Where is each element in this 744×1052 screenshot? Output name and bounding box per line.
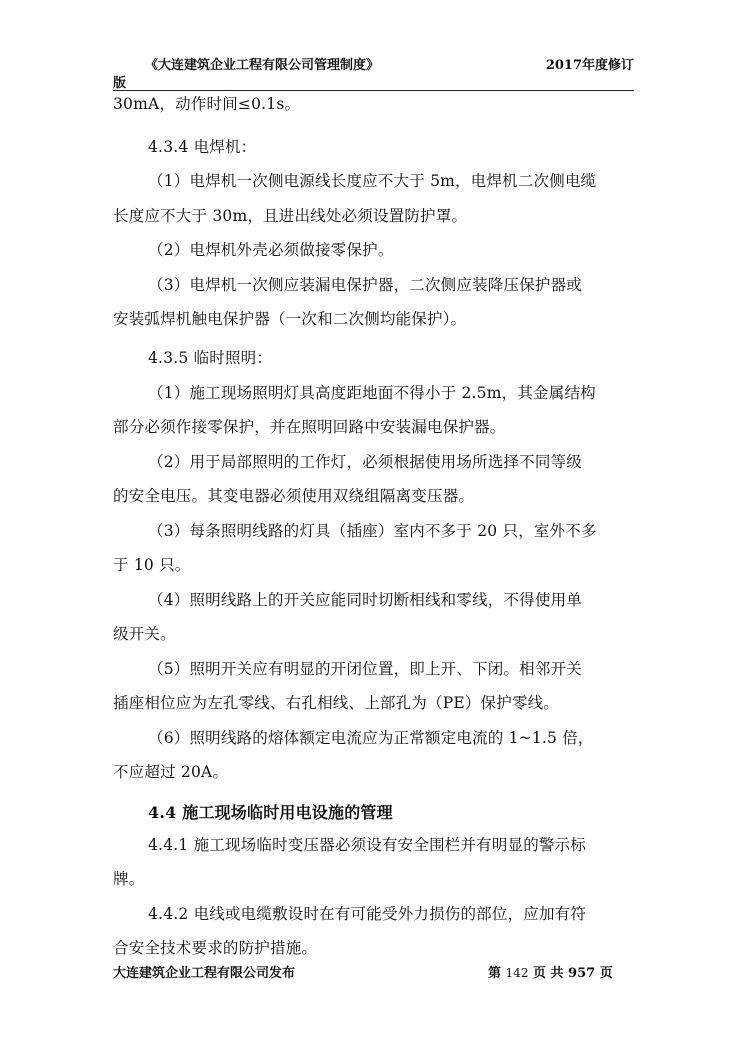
page-header — [113, 54, 634, 91]
page-prefix: 第 — [488, 966, 502, 981]
body-line: 级开关。 — [113, 625, 176, 643]
body-line: 30mA，动作时间≤0.1s。 — [113, 95, 301, 113]
body-line: 4.4.1 施工现场临时变压器必须设有安全围栏并有明显的警示标 — [148, 836, 587, 854]
body-line: （1）施工现场照明灯具高度距地面不得小于 2.5m，其金属结构 — [148, 384, 596, 402]
page-suffix: 页 — [599, 966, 613, 981]
body-line: 4.4.2 电线或电缆敷设时在有可能受外力损伤的部位，应加有符 — [148, 905, 587, 923]
body-line: （2）电焊机外壳必须做接零保护。 — [148, 241, 394, 259]
section-title: 4.4 施工现场临时用电设施的管理 — [148, 803, 393, 822]
body-line: 安装弧焊机触电保护器（一次和二次侧均能保护）。 — [113, 310, 467, 328]
page-current: 142 — [505, 966, 529, 980]
footer-publisher: 大连建筑企业工程有限公司发布 — [113, 966, 296, 981]
header-tail: 版 — [113, 76, 127, 91]
body-line: 不应超过 20A。 — [113, 763, 229, 781]
body-line: 牌。 — [113, 870, 145, 888]
header-year: 2017年度修订 — [545, 58, 634, 73]
body-line: 长度应不大于 30m，且进出线处必须设置防护罩。 — [113, 207, 468, 225]
body-line: （3）电焊机一次侧应装漏电保护器，二次侧应装降压保护器或 — [148, 276, 582, 294]
subsection-heading: 4.3.5 临时照明： — [148, 349, 273, 367]
body-line: （6）照明线路的熔体额定电流应为正常额定电流的 1~1.5 倍， — [148, 729, 594, 747]
body-line: 于 10 只。 — [113, 556, 191, 574]
body-line: （4）照明线路上的开关应能同时切断相线和零线，不得使用单 — [148, 591, 582, 609]
body-line: 插座相位应为左孔零线、右孔相线、上部孔为（PE）保护零线。 — [113, 694, 560, 712]
body-line: （5）照明开关应有明显的开闭位置，即上开、下闭。相邻开关 — [148, 660, 582, 678]
body-line: （1）电焊机一次侧电源线长度应不大于 5m，电焊机二次侧电缆 — [148, 172, 597, 190]
header-title: 《大连建筑企业工程有限公司管理制度》 — [145, 58, 380, 73]
body-line: 部分必须作接零保护，并在照明回路中安装漏电保护器。 — [113, 418, 506, 436]
body-line: （2）用于局部照明的工作灯，必须根据使用场所选择不同等级 — [148, 453, 582, 471]
footer-page-number — [488, 962, 613, 981]
page-total: 957 — [568, 966, 596, 981]
body-line: 合安全技术要求的防护措施。 — [113, 939, 318, 957]
page-mid: 页 共 — [532, 966, 564, 981]
body-line: 的安全电压。其变电器必须使用双绕组隔离变压器。 — [113, 487, 475, 505]
subsection-heading: 4.3.4 电焊机： — [148, 138, 257, 156]
body-line: （3）每条照明线路的灯具（插座）室内不多于 20 只，室外不多 — [148, 522, 597, 540]
